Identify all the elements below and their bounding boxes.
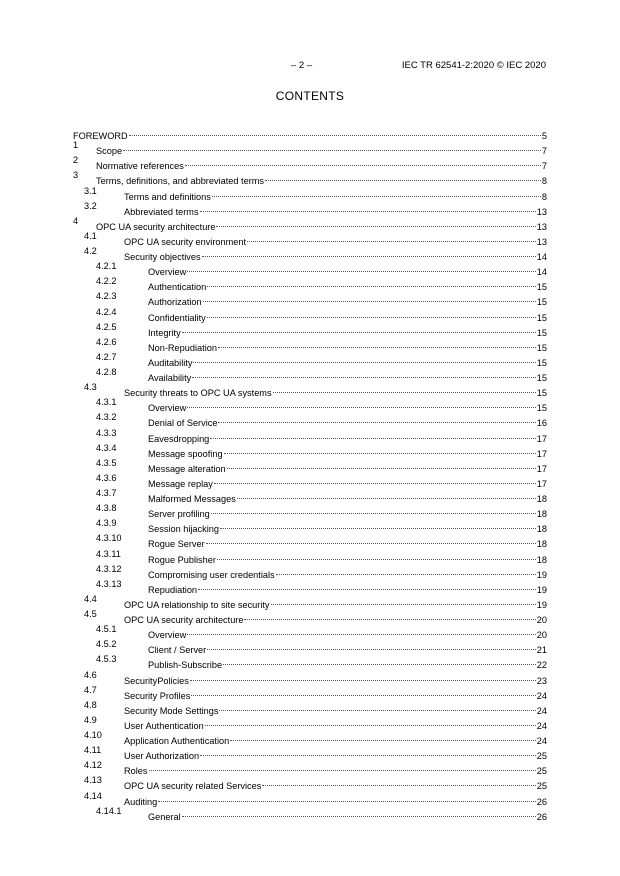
toc-entry-number: 4.2.2	[96, 276, 117, 287]
dot-leader	[182, 801, 536, 817]
toc-entry-title: Security threats to OPC UA systems	[124, 388, 272, 399]
toc-entry-page: 17	[536, 448, 547, 459]
toc-entry-number: 4.3	[84, 382, 97, 393]
toc-entry-number: 3.2	[84, 200, 97, 211]
toc-entry-title: Publish-Subscribe	[148, 660, 223, 671]
dot-leader	[216, 211, 535, 227]
toc-entry-number: 4.3.10	[96, 533, 122, 544]
toc-entry[interactable]	[73, 804, 547, 822]
dot-leader	[207, 302, 536, 318]
dot-leader	[190, 665, 536, 681]
toc-entry-title: Overview	[148, 630, 187, 641]
dot-leader	[123, 135, 541, 151]
toc-entry-title: Message replay	[148, 478, 213, 489]
document-id: IEC TR 62541-2:2020 © IEC 2020	[401, 60, 546, 71]
toc-entry-number: 4.14	[84, 790, 102, 801]
toc-entry-number: 4.3.3	[96, 427, 117, 438]
dot-leader	[237, 483, 536, 499]
toc-entry-title: Message spoofing	[148, 448, 223, 459]
toc-entry-page: 7	[541, 161, 547, 172]
dot-leader	[158, 786, 536, 802]
toc-entry-title: Overview	[148, 403, 187, 414]
dot-leader	[192, 362, 536, 378]
toc-entry-number: 4.3.8	[96, 503, 117, 514]
toc-entry-number: 4.10	[84, 730, 102, 740]
toc-entry-number: 1	[73, 140, 79, 151]
toc-entry-title: Denial of Service	[148, 418, 218, 429]
toc-entry-number: 4.11	[84, 745, 102, 756]
toc-entry-title: User Authorization	[124, 751, 200, 762]
dot-leader	[220, 513, 536, 529]
toc-entry-number: 4.3.11	[96, 548, 121, 559]
toc-entry-page: 20	[536, 630, 547, 641]
dot-leader	[205, 710, 536, 726]
toc-entry-page: 22	[536, 660, 547, 671]
toc-entry-title: Message alteration	[148, 463, 226, 474]
dot-leader	[149, 755, 536, 771]
dot-leader	[247, 226, 536, 242]
toc-entry-title: OPC UA security environment	[124, 236, 247, 247]
toc-entry-page: 18	[536, 524, 547, 535]
dot-leader	[202, 241, 536, 257]
dot-leader	[187, 256, 535, 272]
toc-entry-title: Rogue Publisher	[148, 554, 216, 565]
dot-leader	[207, 634, 536, 650]
dot-leader	[206, 528, 536, 544]
page-number: – 2 –	[291, 60, 313, 71]
toc-entry-number: 3	[73, 170, 79, 181]
toc-entry-line	[148, 804, 547, 825]
dot-leader	[227, 453, 536, 469]
dot-leader	[217, 544, 536, 560]
toc-entry-page: 5	[541, 131, 547, 141]
toc-entry-title: Auditing	[124, 796, 158, 807]
table-of-contents	[73, 123, 547, 822]
dot-leader	[262, 770, 535, 786]
toc-entry-title: Server profiling	[148, 509, 210, 520]
toc-entry-number: 4.14.1	[96, 805, 122, 816]
toc-entry-number: 4.3.2	[96, 412, 117, 423]
toc-entry-title: General	[148, 811, 181, 822]
toc-entry-number: 4.2.3	[96, 291, 117, 302]
toc-entry-title: Non-Repudiation	[148, 342, 217, 353]
toc-entry-title: Authorization	[148, 297, 202, 308]
toc-entry-page: 26	[536, 811, 547, 822]
toc-entry-page: 8	[541, 176, 547, 187]
toc-entry-number: 4.4	[84, 593, 97, 604]
dot-leader	[218, 407, 535, 423]
toc-entry-page: 13	[536, 236, 547, 247]
dot-leader	[276, 559, 536, 575]
toc-entry-title: OPC UA relationship to site security	[124, 599, 270, 610]
toc-entry-number: 4.3.9	[96, 518, 117, 529]
toc-entry-title: Compromising user credentials	[148, 569, 275, 580]
toc-entry-page: 18	[536, 509, 547, 520]
toc-entry-title: SecurityPolicies	[124, 675, 189, 686]
toc-entry-page: 15	[536, 403, 547, 414]
toc-entry-number: 4.3.4	[96, 442, 117, 453]
toc-entry-number: 4.3.6	[96, 472, 117, 483]
toc-entry-page: 18	[536, 494, 547, 504]
toc-entry-page: 24	[536, 690, 547, 701]
toc-entry-page: 16	[536, 418, 547, 429]
toc-entry-title: Normative references	[96, 161, 184, 172]
toc-entry-page: 15	[536, 342, 547, 353]
toc-entry-number: 4.2.5	[96, 321, 117, 332]
toc-entry-title: Abbreviated terms	[124, 206, 199, 217]
dot-leader	[203, 286, 536, 302]
toc-entry-number: 4.3.5	[96, 457, 117, 468]
toc-entry-page: 8	[541, 191, 547, 202]
toc-entry-page: 25	[536, 781, 547, 792]
toc-entry-page: 15	[536, 357, 547, 368]
toc-entry-title: Availability	[148, 373, 192, 383]
toc-entry-page: 14	[536, 252, 547, 262]
dot-leader	[265, 165, 541, 181]
dot-leader	[200, 196, 536, 212]
dot-leader	[198, 574, 536, 590]
toc-entry-number: 4.2.4	[96, 306, 117, 317]
toc-entry-title: OPC UA security architecture	[96, 221, 216, 232]
page-title: CONTENTS	[275, 89, 345, 103]
toc-entry-page: 20	[536, 615, 547, 625]
toc-entry-page: 21	[536, 645, 547, 656]
toc-entry-page: 23	[536, 675, 547, 686]
dot-leader	[223, 649, 536, 665]
toc-entry-number: 3.1	[84, 185, 97, 196]
toc-entry-number: 4.3.13	[96, 578, 122, 589]
dot-leader	[191, 680, 535, 696]
toc-entry-title: Session hijacking	[148, 524, 219, 535]
toc-entry-title: Scope	[96, 146, 123, 157]
toc-entry-page: 25	[536, 766, 547, 777]
toc-entry-number: 4.1	[84, 230, 97, 241]
toc-entry-title: Confidentiality	[148, 312, 206, 323]
toc-entry-number: 4.2	[84, 246, 97, 256]
dot-leader	[193, 347, 535, 363]
toc-entry-number: 4.7	[84, 684, 97, 695]
toc-entry-page: 13	[536, 206, 547, 217]
dot-leader	[230, 725, 536, 741]
dot-leader	[182, 317, 536, 333]
toc-entry-page: 18	[536, 554, 547, 565]
toc-entry-page: 24	[536, 705, 547, 716]
toc-entry-title: Terms, definitions, and abbreviated terms	[96, 176, 265, 187]
dot-leader	[219, 695, 535, 711]
toc-entry-number: 4.3.7	[96, 488, 117, 498]
toc-entry-title: OPC UA security architecture	[124, 615, 244, 625]
toc-entry-number: 4.8	[84, 699, 97, 710]
toc-entry-number: 4.5	[84, 609, 97, 619]
toc-entry-number: 4.9	[84, 714, 97, 725]
dot-leader	[187, 392, 535, 408]
toc-entry-title: Application Authentication	[124, 736, 230, 746]
toc-entry-page: 18	[536, 539, 547, 550]
toc-entry-number: 4.2.1	[96, 261, 117, 272]
toc-entry-title: Security Profiles	[124, 690, 191, 701]
toc-entry-number: 4.6	[84, 669, 97, 680]
toc-entry-page: 15	[536, 373, 547, 383]
page-header	[0, 60, 620, 74]
toc-entry-page: 24	[536, 720, 547, 731]
toc-entry-number: 4.5.3	[96, 654, 117, 665]
toc-entry-title: Integrity	[148, 327, 181, 338]
dot-leader	[244, 604, 535, 620]
toc-entry-number: 4.5.2	[96, 639, 117, 650]
toc-entry-page: 17	[536, 463, 547, 474]
toc-entry-number: 4.3.12	[96, 563, 122, 574]
dot-leader	[185, 150, 541, 166]
dot-leader	[129, 120, 541, 136]
toc-entry-page: 14	[536, 267, 547, 278]
toc-entry-number: 4	[73, 215, 79, 226]
toc-entry-title: Rogue Server	[148, 539, 205, 550]
dot-leader	[212, 181, 541, 197]
dot-leader	[211, 498, 536, 514]
toc-entry-title: Authentication	[148, 282, 207, 293]
dot-leader	[273, 377, 536, 393]
toc-entry-title: Security Mode Settings	[124, 705, 219, 716]
toc-entry-number: 4.2.6	[96, 336, 117, 347]
toc-entry-title: Auditability	[148, 357, 193, 368]
toc-entry-page: 15	[536, 327, 547, 338]
toc-entry-page: 19	[536, 584, 547, 595]
toc-entry-title: Roles	[124, 766, 148, 777]
toc-entry-page: 13	[536, 221, 547, 232]
toc-entry-title: User Authentication	[124, 720, 204, 731]
toc-entry-number: 4.13	[84, 775, 102, 786]
toc-entry-number: 4.12	[84, 760, 102, 771]
toc-entry-page: 24	[536, 736, 547, 746]
toc-entry-title: Repudiation	[148, 584, 198, 595]
toc-entry-title: Eavesdropping	[148, 433, 210, 444]
toc-entry-number: 2	[73, 155, 79, 166]
dot-leader	[224, 438, 536, 454]
toc-entry-title: Malformed Messages	[148, 494, 236, 504]
toc-entry-title: Security objectives	[124, 252, 201, 262]
toc-entry-number: 4.3.1	[96, 397, 117, 408]
toc-entry-page: 17	[536, 478, 547, 489]
toc-entry-number: 4.2.7	[96, 351, 117, 362]
toc-entry-page: 15	[536, 282, 547, 293]
toc-entry-page: 25	[536, 751, 547, 762]
toc-entry-page: 15	[536, 312, 547, 323]
toc-entry-page: 19	[536, 569, 547, 580]
dot-leader	[218, 332, 536, 348]
toc-entry-page: 26	[536, 796, 547, 807]
toc-entry-title: Terms and definitions	[124, 191, 211, 202]
toc-entry-title: OPC UA security related Services	[124, 781, 262, 792]
toc-entry-page: 7	[541, 146, 547, 157]
dot-leader	[187, 619, 535, 635]
dot-leader	[207, 271, 536, 287]
dot-leader	[210, 423, 535, 439]
toc-entry-number: 4.2.8	[96, 367, 117, 377]
toc-entry-number: 4.5.1	[96, 624, 117, 635]
toc-entry-page: 15	[536, 297, 547, 308]
dot-leader	[214, 468, 536, 484]
toc-entry-title: FOREWORD	[73, 131, 128, 141]
toc-entry-page: 19	[536, 599, 547, 610]
toc-entry-title: Overview	[148, 267, 187, 278]
toc-entry-title: Client / Server	[148, 645, 207, 656]
dot-leader	[271, 589, 536, 605]
toc-entry-page: 17	[536, 433, 547, 444]
dot-leader	[200, 740, 536, 756]
toc-entry-page: 15	[536, 388, 547, 399]
